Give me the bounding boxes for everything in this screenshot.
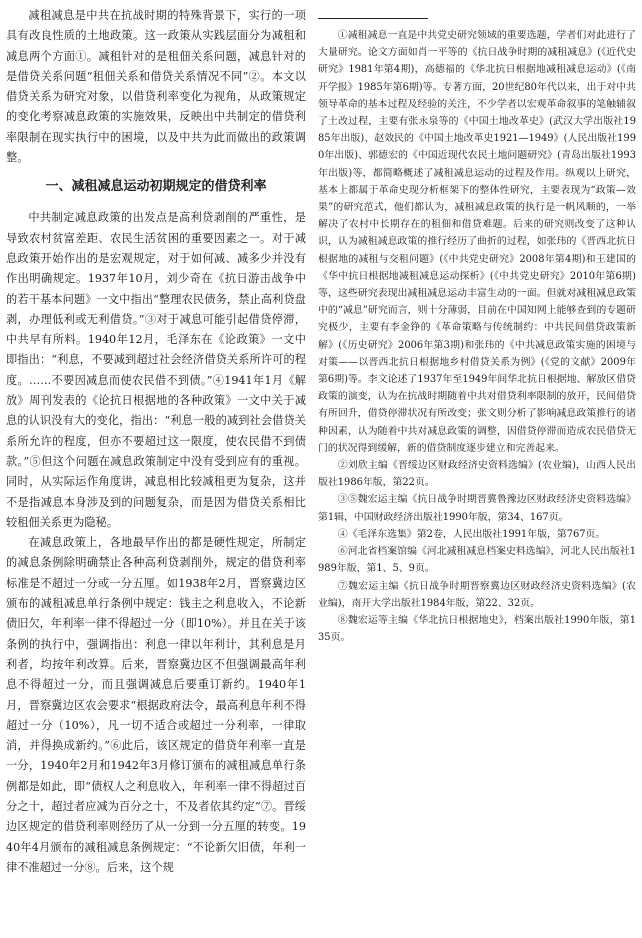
footnote-7: ⑧魏宏运等主编《华北抗日根据地史》，档案出版社1990年版，第135页。 (318, 614, 636, 644)
footnote-4: ④《毛泽东选集》第2卷，人民出版社1991年版，第767页。 (337, 528, 606, 540)
footnote-1: ①减租减息一直是中共党史研究领域的重要选题，学者们对此进行了大量研究。论文方面如肖一平等的《抗日战争时期的减租减息》(《近代史研究》1981年第4期)，高德福的《华北抗日根据地减租减息运动》(《南开学报》1985年第6期)等。专著方面，20世纪80年代以来，出于对中共领导革命的基本过程及经验的关注，不少学者以宏观革命叙事的笔触辅叙了土改过程，主要有张永泉等的《中国土地改革史》(武汉大学出版社1985年出版)、赵效民的《中国土地改革史1921—1949》(人民出版社1990年出版)、郭德宏的《中国近现代农民土地问题研究》(青岛出版社1993年出版)等，都简略概述了减租减息运动的过程及作用。纵观以上研究，基本上都属于革命史现分析框架下的整体性研究，主要表现为“政策—效果”的研究范式，他们都认为，减租减息政策的执行是一帆风顺的，一举解决了农村中长期存在的租佃和借贷难题。后来的研究则改变了这种认识，认为减租减息政策的推行经历了曲折的过程，如张玮的《晋西北抗日根据地的减租与交租问题》(《中共党史研究》2008年第4期)和王建国的《华中抗日根据地减租减息运动探析》(《中共党史研究》2010年第6期)等，这些研究表现出减租减息运动丰富生动的一面。但就对减租减息政策中的“减息”研究而言，则十分薄弱，目前在中国知网上能够查到的专题研究极少，主要有李金铮的《革命策略与传统制约：中共民间借贷政策新解》(《历史研究》2006年第3期)和张玮的《中共减息政策实施的困境与对策——以晋西北抗日根据地乡村借贷关系为例》(《党的文献》2009年第6期)等。李文论述了1937年至1949年间华北抗日根据地、解放区借贷政策的演变，认为在抗战时期随着中共对借贷利率限制的放开，民间借贷有所回升，借贷停滞状况有所改变；张文则分析了影响减息政策推行的诸种因素，认为随着中共对减息政策的调整，因借贷停滞而造成农民借贷无门的状况得到缓解，新的借贷制度逐步建立和完善起来。 (318, 30, 636, 454)
body-paragraph-1: 中共制定减息政策的出发点是高利贷剥削的严重性，是导致农村贫富差距、农民生活贫困的重要因素之一。对于减息政策开始作出的是宏观规定，对于如何减、减多少并没有作出明确规定。1937年10月，刘少奇在《抗日游击战争中的若干基本问题》一文中指出“整理农民债务，禁止高利贷盘剥，办理低利或无利借贷。”③对于减息可能引起借贷停滞，中共早有所料。1940年12月，毛泽东在《论政策》一文中即指出：“利息，不要减到超过社会经济借贷关系所许可的程度。……不要因减息而使农民借不到债。”④1941年1月《解放》周刊发表的《论抗日根据地的各种政策》一文中关于减息的认识没有大的变化，指出：“利息一般的减到社会借贷关系所允许的程度，但亦不要超过这一限度，使农民借不到债款。”⑤但这个问题在减息政策制定中没有受到应有的重视。同时，从实际运作角度讲，减息相比较减租更为复杂，这并不是指减息本身涉及到的问题复杂，而是因为借贷关系相比较租佃关系更为隐秘。 (6, 211, 306, 529)
footnote-divider (318, 18, 428, 19)
body-paragraph-2: 在减息政策上，各地最早作出的都是硬性规定，所制定的减息条例除明确禁止各种高利贷剥削外，规定的借贷利率标准是不超过一分或一分五厘。如1938年2月，晋察冀边区颁布的减租减息单行条例中规定：钱主之利息收入，不论新债旧欠，年利率一律不得超过一分（即10%）。并且在关于该条例的执行中，强调指出：利息一律以年利计，其利息是月利者，均按年利改算。后来，晋察冀边区不但强调最高年利息不得超过一分，而且强调减息后要重订新约。1940年1月，晋察冀边区农会要求“根据政府法令，最高利息年利不得超过一分（10%），凡一切不适合或超过一分利率，一律取消，并得换成新约。”⑥此后，该区规定的借贷年利率一直是一分，1940年2月和1942年3月修订颁布的减租减息单行条例都是如此，即“债权人之利息收入，年利率一律不得超过百分之十，超过者应减为百分之十，不及者依其约定”⑦。晋绥边区规定的借贷利率则经历了从一分到一分五厘的转变。1940年4月颁布的减租减息条例规定：“不论新欠旧债，年利一律不准超过一分⑧。后来，这个规 (6, 536, 306, 874)
main-text-column (6, 6, 306, 878)
section-heading: 一、减租减息运动初期规定的借贷利率 (45, 179, 267, 195)
footnote-5: ⑥河北省档案馆编《河北减租减息档案史料选编》，河北人民出版社1989年版，第1、5、9页。 (318, 546, 636, 575)
intro-paragraph: 减租减息是中共在抗战时期的特殊背景下，实行的一项具有改良性质的土地政策。这一政策从实践层面分为减租和减息两个方面①。减租针对的是租佃关系问题，减息针对的是借贷关系问题“租佃关系和借贷关系情况不同”②。本文以借贷关系为研究对象，以借贷利率变化为视角，从政策规定的变化考察减息政策的实施效果，反映出中共制定的借贷利率限制在现实执行中的困境，以及中共为此而做出的政策调整。 (6, 9, 306, 165)
footnote-3: ③⑤魏宏运主编《抗日战争时期晋冀鲁豫边区财政经济史资料选编》第1辑，中国财政经济出版社1990年版，第34、167页。 (318, 494, 636, 523)
footnote-2: ②刘欣主编《晋绥边区财政经济史资料选编》(农业编)，山西人民出版社1986年版，第22页。 (318, 460, 636, 489)
footnotes-column (318, 6, 636, 646)
footnote-6: ⑦魏宏运主编《抗日战争时期晋察冀边区财政经济史资料选编》(农业编)，南开大学出版社1984年版，第22、32页。 (318, 580, 636, 609)
